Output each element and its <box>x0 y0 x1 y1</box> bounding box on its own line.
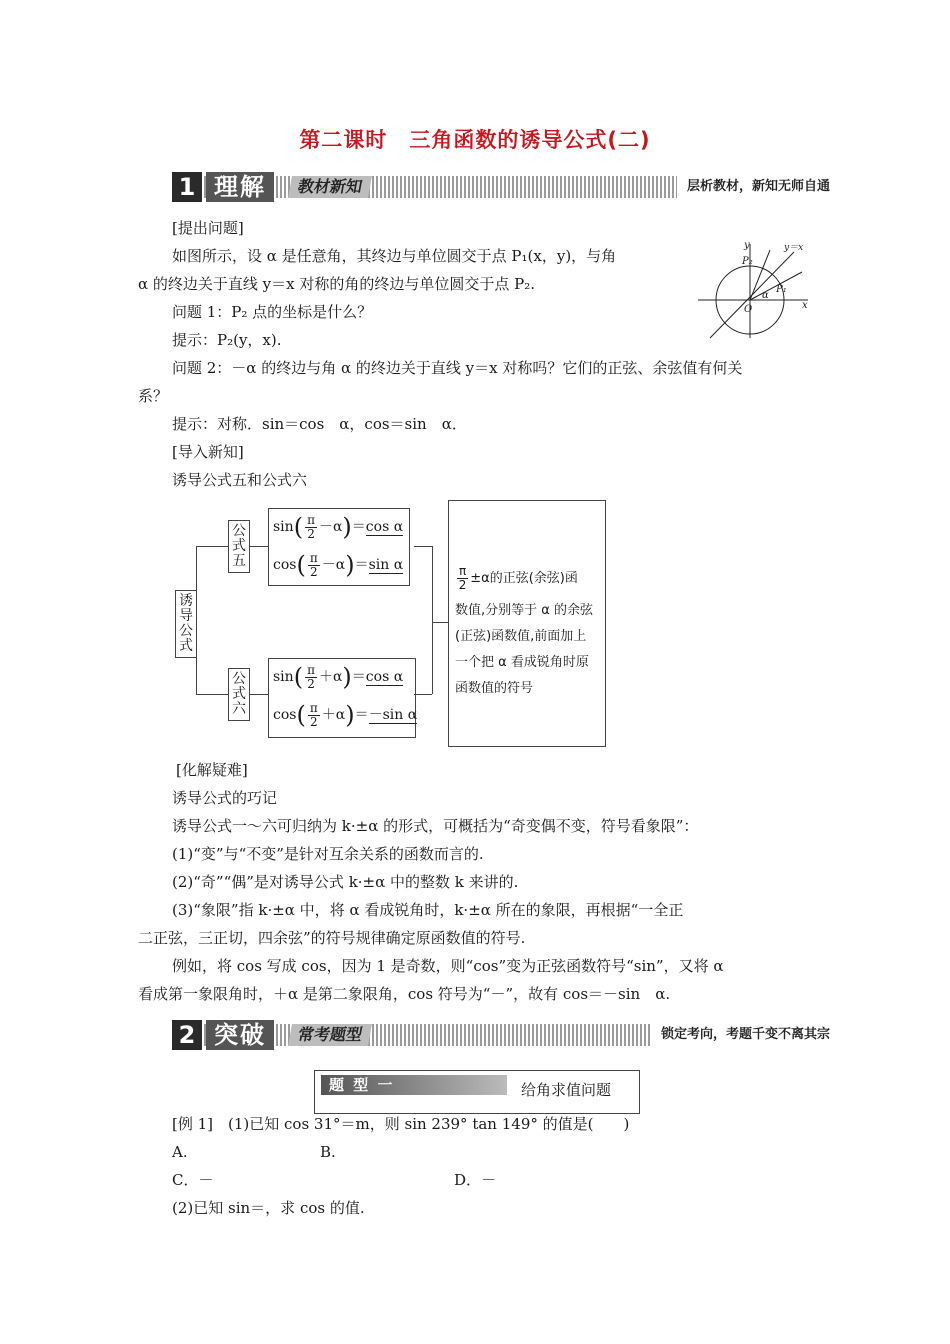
connector-bottom <box>196 694 228 695</box>
option-a: A. <box>172 1143 188 1161</box>
section-banner-1 <box>172 172 840 202</box>
bracket-link <box>432 622 448 623</box>
section-heading: 理解 <box>206 172 274 202</box>
note-line-2: 数值,分别等于 α 的余弦 <box>455 603 593 618</box>
hint-4-line-1: (3)“象限”指 k·±α 中，将 α 看成锐角时，k·±α 所在的象限，再根据“一全正 <box>172 901 684 919</box>
frac-den: 2 <box>309 564 318 579</box>
eq: ＝ <box>351 669 366 685</box>
note-line-1 <box>455 565 578 592</box>
formula-5b: cos( $\frac{\pi}{2}$ －α)＝sin α <box>273 550 404 579</box>
point-p2-label: P₂ <box>742 256 753 267</box>
note-text-1: ±α的正弦(余弦)函 <box>470 571 578 586</box>
formula-five-label <box>228 520 250 573</box>
result: －sin α <box>368 707 418 723</box>
eq: ＝ <box>354 707 369 723</box>
problem-type-label: 题 型 一 <box>321 1075 507 1095</box>
eq: ＝ <box>354 557 369 573</box>
question-2-line-1: 问题 2：－α 的终边与角 α 的终边关于直线 y＝x 对称吗？它们的正弦、余弦值有何关 <box>172 359 743 377</box>
section-number: 2 <box>172 1020 202 1050</box>
connector-top <box>196 546 228 547</box>
problem-type-title: 给角求值问题 <box>521 1081 612 1099</box>
connector-five <box>250 546 268 547</box>
option-c: C．－ <box>172 1171 214 1189</box>
ask-paragraph-line-1: 如图所示，设 α 是任意角，其终边与单位圆交于点 P₁(x，y)，与角 <box>172 247 617 265</box>
problem-type-box <box>314 1070 640 1114</box>
x-axis-label: x <box>802 300 808 311</box>
eq: ＝ <box>351 519 366 535</box>
option-b: B. <box>320 1143 336 1161</box>
fn: cos <box>273 707 297 723</box>
section-slogan: 层析教材，新知无师自通 <box>677 176 840 198</box>
result: cos α <box>365 669 404 685</box>
hard-header: [化解疑难] <box>176 761 248 779</box>
note-line-5: 函数值的符号 <box>455 681 534 696</box>
result: cos α <box>365 519 404 535</box>
y-axis-label: y <box>744 240 750 251</box>
frac-den: 2 <box>307 676 315 691</box>
note-line-4: 一个把 α 看成锐角时原 <box>455 655 589 670</box>
formula-6a: sin( $\frac{\pi}{2}$ ＋α)＝cos α <box>273 662 404 691</box>
fn: sin <box>273 669 294 685</box>
op: ＋α <box>321 707 346 723</box>
hint-5-line-2: 看成第一象限角时，＋α 是第二象限角，cos 符号为“－”，故有 cos＝－sin α. <box>138 985 671 1003</box>
hint-2: (1)“变”与“不变”是针对互余关系的函数而言的. <box>172 845 484 863</box>
fn: sin <box>273 519 294 535</box>
bracket-bottom <box>414 694 432 695</box>
hint-5-line-1: 例如，将 cos 写成 cos，因为 1 是奇数，则“cos”变为正弦函数符号“sin”，又将 α <box>172 957 724 975</box>
formula-five-text: 公式五 <box>232 523 246 569</box>
unit-circle-figure <box>696 238 814 342</box>
angle-alpha-label: α <box>762 290 769 301</box>
section-banner-2 <box>172 1020 840 1050</box>
hard-title: 诱导公式的巧记 <box>172 789 278 807</box>
frac-num: π <box>309 700 318 715</box>
op: －α <box>321 557 346 573</box>
line-label: y＝x <box>784 243 804 253</box>
formula-root-label <box>175 590 197 658</box>
answer-1: 提示：P₂(y，x). <box>172 331 282 349</box>
origin-label: O <box>744 304 753 315</box>
formula-six-label <box>228 668 250 721</box>
formula-six-text: 公式六 <box>232 671 246 717</box>
fn: cos <box>273 557 297 573</box>
ask-header: [提出问题] <box>172 219 244 237</box>
answer-2: 提示：对称．sin＝cos α，cos＝sin α． <box>172 415 467 433</box>
section-slogan: 锁定考向，考题千变不离其宗 <box>651 1024 840 1046</box>
option-d: D．－ <box>454 1171 497 1189</box>
frac-num: π <box>309 550 318 565</box>
frac-den: 2 <box>458 578 467 592</box>
frac-den: 2 <box>309 714 318 729</box>
question-1: 问题 1：P₂ 点的坐标是什么？ <box>172 303 373 321</box>
section-heading: 突破 <box>206 1020 274 1050</box>
op: ＋α <box>318 669 343 685</box>
point-p1-label: P₁ <box>776 284 787 295</box>
bracket-vertical <box>432 546 433 694</box>
example-1: [例 1] (1)已知 cos 31°＝m，则 sin 239° tan 149° 的值是( ) <box>172 1115 630 1133</box>
question-2-line-2: 系？ <box>138 387 169 405</box>
section-tag: 教材新知 <box>288 176 372 198</box>
hint-4-line-2: 二正弦，三正切，四余弦”的符号规律确定原函数值的符号. <box>138 929 526 947</box>
result: sin α <box>368 557 404 573</box>
connector-six <box>250 694 268 695</box>
formula-6b: cos( $\frac{\pi}{2}$ ＋α)＝－sin α <box>273 700 418 729</box>
section-number: 1 <box>172 172 202 202</box>
formula-five-box <box>268 508 410 586</box>
frac-num: π <box>307 512 315 527</box>
formula-note-box <box>448 500 606 747</box>
note-line-3: (正弦)函数值,前面加上 <box>455 629 587 644</box>
new-knowledge-header: [导入新知] <box>172 443 244 461</box>
section-tag: 常考题型 <box>288 1024 372 1046</box>
page-title: 第二课时 三角函数的诱导公式(二) <box>299 128 651 152</box>
hint-1: 诱导公式一～六可归纳为 k·±α 的形式，可概括为“奇变偶不变，符号看象限”： <box>172 817 699 835</box>
frac-num: π <box>307 662 315 677</box>
new-knowledge-title: 诱导公式五和公式六 <box>172 471 308 489</box>
formula-six-box <box>268 658 416 738</box>
ask-paragraph-line-2: α 的终边关于直线 y＝x 对称的角的终边与单位圆交于点 P₂. <box>138 275 536 293</box>
bracket-top <box>414 546 432 547</box>
hint-3: (2)“奇”“偶”是对诱导公式 k·±α 中的整数 k 来讲的. <box>172 873 519 891</box>
example-1-part-2: (2)已知 sin＝，求 cos 的值. <box>172 1199 365 1217</box>
frac-num: π <box>459 564 467 578</box>
op: －α <box>318 519 343 535</box>
formula-root-text: 诱导公式 <box>179 593 193 654</box>
formula-5a: sin( $\frac{\pi}{2}$ －α)＝cos α <box>273 512 404 541</box>
frac-den: 2 <box>307 526 315 541</box>
